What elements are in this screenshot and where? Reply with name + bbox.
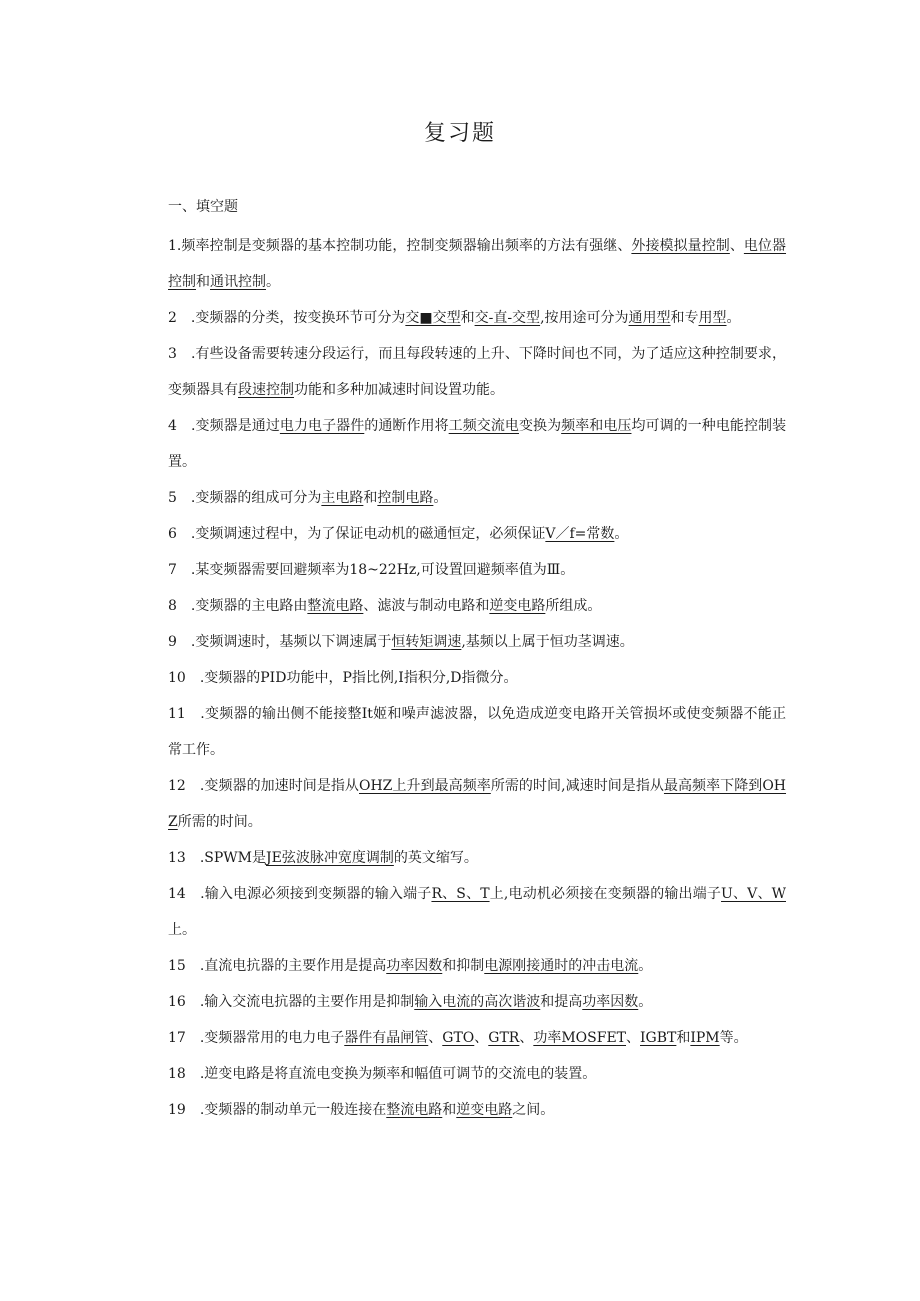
question-text: 和 — [196, 274, 210, 290]
question-text: 8 .变频器的主电路由 — [168, 598, 308, 614]
question-text: 之间。 — [512, 1102, 555, 1118]
question-text: 17 .变频器常用的电力电子 — [168, 1030, 345, 1046]
question-text: 上。 — [168, 922, 196, 938]
question-item — [168, 408, 786, 480]
question-text: 所组成。 — [545, 598, 602, 614]
answer-blank-text: 外接模拟量控制 — [631, 238, 730, 254]
answer-blank-text: U、V、W — [721, 886, 786, 902]
question-text: 和提高 — [540, 994, 583, 1010]
question-text: 、 — [428, 1030, 443, 1046]
question-item — [168, 984, 786, 1020]
question-text: 变换为 — [518, 418, 562, 434]
question-text: 4 .变频器是通过 — [168, 418, 280, 434]
question-text: 。 — [638, 958, 653, 974]
answer-blank-text: 用型 — [698, 310, 727, 326]
answer-blank-text: IPM — [690, 1030, 720, 1046]
question-text: 和 — [460, 310, 475, 326]
answer-blank-text: 整流电路 — [307, 598, 364, 614]
answer-blank-text: R、S、T — [431, 886, 490, 902]
question-item — [168, 660, 786, 696]
question-text: 10 .变频器的PID功能中，P指比例,I指积分,D指微分。 — [168, 670, 518, 686]
answer-blank-text: 频率和电压 — [561, 418, 632, 434]
answer-blank-text: JE弦波脉冲宽度调制 — [266, 850, 394, 866]
question-item — [168, 1092, 786, 1128]
answer-blank-text: 功率因数 — [386, 958, 443, 974]
question-item — [168, 1056, 786, 1092]
question-text: 。 — [433, 490, 448, 506]
question-text: 、 — [474, 1030, 489, 1046]
answer-blank-text: 交■交型 — [405, 310, 461, 326]
question-text: 的通断作用将 — [364, 418, 449, 434]
answer-blank-text: 恒转矩调速 — [391, 634, 462, 650]
question-text: 11 .变频器的输出侧不能接整It姬和噪声滤波器，以免造成逆变电路开关管损坏或使变频器不能正常工作。 — [168, 706, 786, 758]
question-text: 13 .SPWM是 — [168, 850, 266, 866]
question-text: 、 — [626, 1030, 641, 1046]
question-list — [168, 228, 786, 1128]
question-text: 上,电动机必须接在变频器的输出端子 — [489, 886, 722, 902]
question-text: 14 .输入电源必须接到变频器的输入端子 — [168, 886, 432, 902]
question-text: 15 .直流电抗器的主要作用是提高 — [168, 958, 387, 974]
answer-blank-text: 电位器控制 — [168, 238, 787, 290]
question-text: 功能和多种加减速时间设置功能。 — [294, 382, 504, 398]
question-text: 。 — [266, 274, 280, 290]
question-text: 3 .有些设备需要转速分段运行，而且每段转速的上升、下降时间也不同，为了适应这种控制要求，变频器具有 — [168, 346, 786, 398]
question-text: 5 .变频器的组成可分为 — [168, 490, 322, 506]
answer-blank-text: 通用型 — [628, 310, 671, 326]
question-text: 。 — [726, 310, 741, 326]
answer-blank-text: 段速控制 — [238, 382, 294, 398]
question-item — [168, 1020, 786, 1056]
question-text: 所需的时间。 — [177, 814, 262, 830]
question-item — [168, 588, 786, 624]
question-item — [168, 876, 786, 948]
question-text: 和抑制 — [442, 958, 485, 974]
page-title: 复习题 — [423, 121, 496, 146]
answer-blank-text: 控制电路 — [377, 490, 434, 506]
answer-blank-text: 器件有晶闸管 — [344, 1030, 429, 1046]
answer-blank-text: 逆变电路 — [456, 1102, 513, 1118]
answer-blank-text: 主电路 — [321, 490, 364, 506]
question-text: 、 — [519, 1030, 534, 1046]
question-item — [168, 336, 786, 408]
question-text: 和 — [442, 1102, 457, 1118]
question-item — [168, 624, 786, 660]
question-text: 7 .某变频器需要回避频率为18~22Hz,可设置回避频率值为Ⅲ。 — [168, 562, 575, 578]
question-text: 所需的时间,减速时间是指从 — [490, 778, 664, 794]
answer-blank-text: 通讯控制 — [210, 274, 266, 290]
question-text: 12 .变频器的加速时间是指从 — [168, 778, 359, 794]
question-item — [168, 948, 786, 984]
answer-blank-text: 最高频率下降到OHZ — [168, 778, 787, 830]
answer-blank-text: 逆变电路 — [489, 598, 546, 614]
question-text: 2 .变频器的分类，按变换环节可分为 — [168, 310, 406, 326]
question-text: 和 — [676, 1030, 691, 1046]
question-text: 。 — [614, 526, 629, 542]
answer-blank-text: 交-直-交型 — [474, 310, 541, 326]
question-text: 等。 — [719, 1030, 748, 1046]
question-text: 18 .逆变电路是将直流电变换为频率和幅值可调节的交流电的装置。 — [168, 1066, 597, 1082]
question-item — [168, 228, 786, 300]
question-text: 、滤波与制动电路和 — [363, 598, 490, 614]
question-text: ,基频以上属于恒功茎调速。 — [461, 634, 634, 650]
question-text: 1.频率控制是变频器的基本控制功能，控制变频器输出频率的方法有强继、 — [168, 238, 632, 254]
answer-blank-text: GTR — [488, 1030, 520, 1046]
question-text: 19 .变频器的制动单元一般连接在 — [168, 1102, 387, 1118]
question-item — [168, 300, 786, 336]
answer-blank-text: 电源刚接通时的冲击电流 — [484, 958, 639, 974]
question-text: 6 .变频调速过程中，为了保证电动机的磁通恒定，必须保证 — [168, 526, 546, 542]
section-heading: 一、填空题 — [168, 199, 238, 215]
answer-blank-text: OHZ上升到最高频率 — [359, 778, 491, 794]
question-text: 16 .输入交流电抗器的主要作用是抑制 — [168, 994, 415, 1010]
answer-blank-text: 功率因数 — [582, 994, 639, 1010]
answer-blank-text: V／f=常数 — [545, 526, 615, 542]
answer-blank-text: 工频交流电 — [448, 418, 519, 434]
question-item — [168, 768, 786, 840]
question-item — [168, 552, 786, 588]
question-text: 和专 — [670, 310, 699, 326]
answer-blank-text: 电力电子器件 — [279, 418, 365, 434]
answer-blank-text: IGBT — [640, 1030, 677, 1046]
question-text: 均可调的一种电能控制装置。 — [168, 418, 787, 470]
question-item — [168, 516, 786, 552]
question-text: ,按用途可分为 — [540, 310, 629, 326]
question-text: 的英文缩写。 — [393, 850, 478, 866]
answer-blank-text: 整流电路 — [386, 1102, 443, 1118]
question-text: 9 .变频调速时，基频以下调速属于 — [168, 634, 392, 650]
answer-blank-text: 功率MOSFET — [533, 1030, 627, 1046]
question-text: 、 — [729, 238, 744, 254]
question-item — [168, 840, 786, 876]
answer-blank-text: GTO — [442, 1030, 475, 1046]
answer-blank-text: 输入电流的高次谐波 — [414, 994, 541, 1010]
question-item — [168, 696, 786, 768]
question-item — [168, 480, 786, 516]
question-text: 和 — [363, 490, 378, 506]
question-text: 。 — [638, 994, 653, 1010]
